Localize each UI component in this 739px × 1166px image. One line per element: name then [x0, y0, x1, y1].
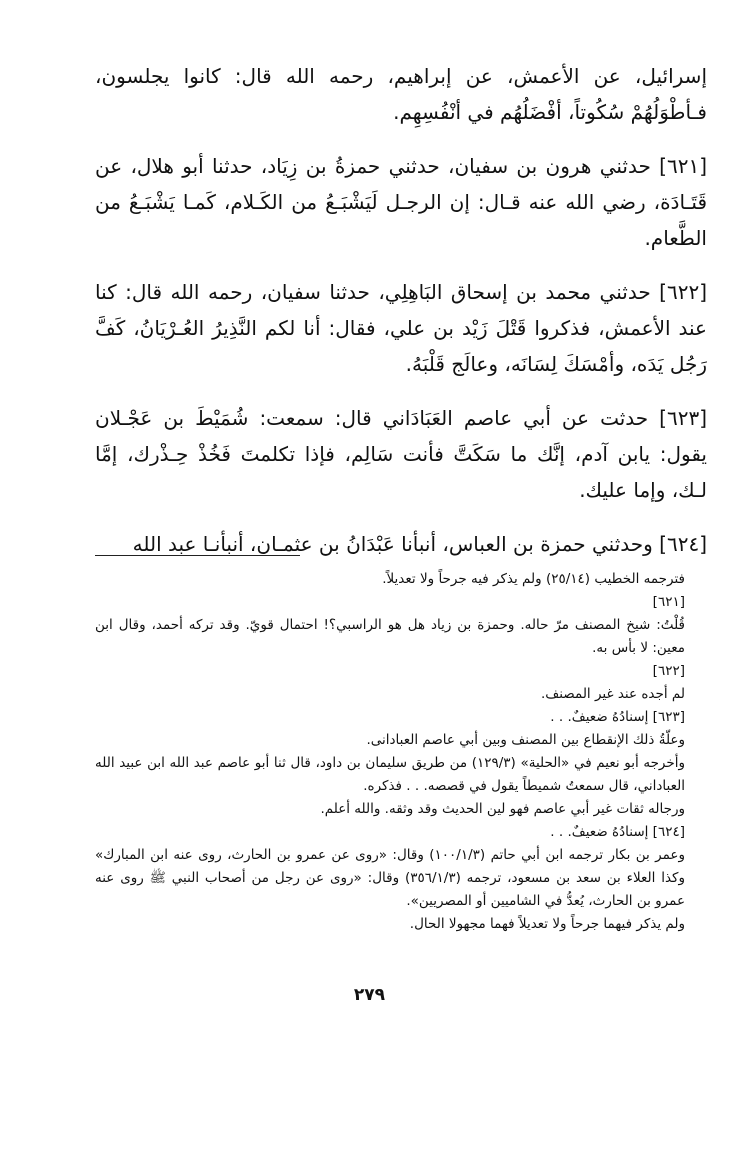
footnote-ref-621: [٦٢١] — [652, 594, 685, 610]
paragraph-continuation: إسرائيل، عن الأعمش، عن إبراهيم، رحمه الله قال: كانوا يجلسون، فـأطْوَلُهُمْ سُكُوتاً، أفْضَلُهُم في أنْفُسِهِم. — [95, 64, 707, 124]
paragraph-621: [٦٢١] حدثني هرون بن سفيان، حدثني حمزةُ بن زِيَاد، حدثنا أبو هلال، عن قَتَـادَة، رضي الله عنه قـال: إن الرجـل لَيَشْبَـعُ من الكَـلام، كَمـا يَشْبَـعُ من الطَّعام. — [95, 154, 707, 250]
footnote-line: وعمر بن بكار ترجمه ابن أبي حاتم (١٠٠/١/٣) وقال: «روى عن عمرو بن الحارث، روى عنه ابن المبارك» وكذا العلاء بن سعد بن مسعود، ترجمه (٣٥٦/١/٣) وقال: «روى عن رجل من أصحاب النبي ﷺ روى عنه عمرو بن الحارث، يُعدُّ في الشاميين أو المصريين». — [95, 847, 685, 909]
paragraph-624: [٦٢٤] وحدثني حمزة بن العباس، أنبأنا عَبْدَانُ بن عثمـان، أنبأنـا عبد الله — [132, 532, 707, 556]
footnote-line: وأخرجه أبو نعيم في «الحلية» (١٢٩/٣) من طريق سليمان بن داود، قال ثنا أبو عاصم عبد الله ابن عبيد الله العباداني، قال سمعتُ شميطاً يقول في قصصه. . . فذكره. — [95, 755, 685, 794]
footnote-divider — [95, 555, 300, 556]
footnote-line: ولم يذكر فيهما جرحاً ولا تعديلاً فهما مجهولا الحال. — [409, 916, 685, 932]
footnote-line: وعلّةُ ذلك الإنقطاع بين المصنف وبين أبي عاصم العبادانى. — [366, 732, 685, 748]
paragraph-622: [٦٢٢] حدثني محمد بن إسحاق البَاهِلِي، حدثنا سفيان، رحمه الله قال: كنا عند الأعمش، فذكروا قَتْلَ زَيْد بن علي، فقال: أنا لكم النَّذِيرُ العُـرْيَانُ، كَفَّ رَجُل يَدَه، وأمْسَكَ لِسَانَه، وعالَج قَلْبَهُ. — [95, 280, 707, 376]
footnote-line: قُلْتُ: شيخ المصنف مرّ حاله. وحمزة بن زياد هل هو الراسبي؟! احتمال قويّ. وقد تركه أحمد، وقال ابن معين: لا بأس به. — [95, 617, 685, 656]
footnote-ref-622: [٦٢٢] — [652, 663, 685, 679]
footnote-line: ورجاله ثقات غير أبي عاصم فهو لين الحديث وقد وثقه. والله أعلم. — [320, 801, 685, 817]
page-body — [95, 58, 707, 580]
footnote-line: فترجمه الخطيب (٢٥/١٤) ولم يذكر فيه جرحاً ولا تعديلاً. — [382, 571, 685, 587]
footnote-ref-624: [٦٢٤] إسنادُهُ ضعيفٌ. . . — [550, 824, 685, 840]
paragraph-623: [٦٢٣] حدثت عن أبي عاصم العَبَادَاني قال: سمعت: شُمَيْطَ بن عَجْـلان يقول: يابن آدم، إنَّك ما سَكَتَّ فأنت سَالِم، فإذا تكلمتَ فَخُذْ حِـذْرك، إمَّا لـك، وإما عليك. — [95, 406, 707, 502]
footnote-ref-623: [٦٢٣] إسنادُهُ ضعيفٌ. . . — [550, 709, 685, 725]
page-number: ٢٧٩ — [353, 985, 386, 1005]
footnotes — [95, 568, 707, 936]
footnote-line: لم أجده عند غير المصنف. — [540, 686, 685, 702]
main-text — [95, 58, 707, 562]
